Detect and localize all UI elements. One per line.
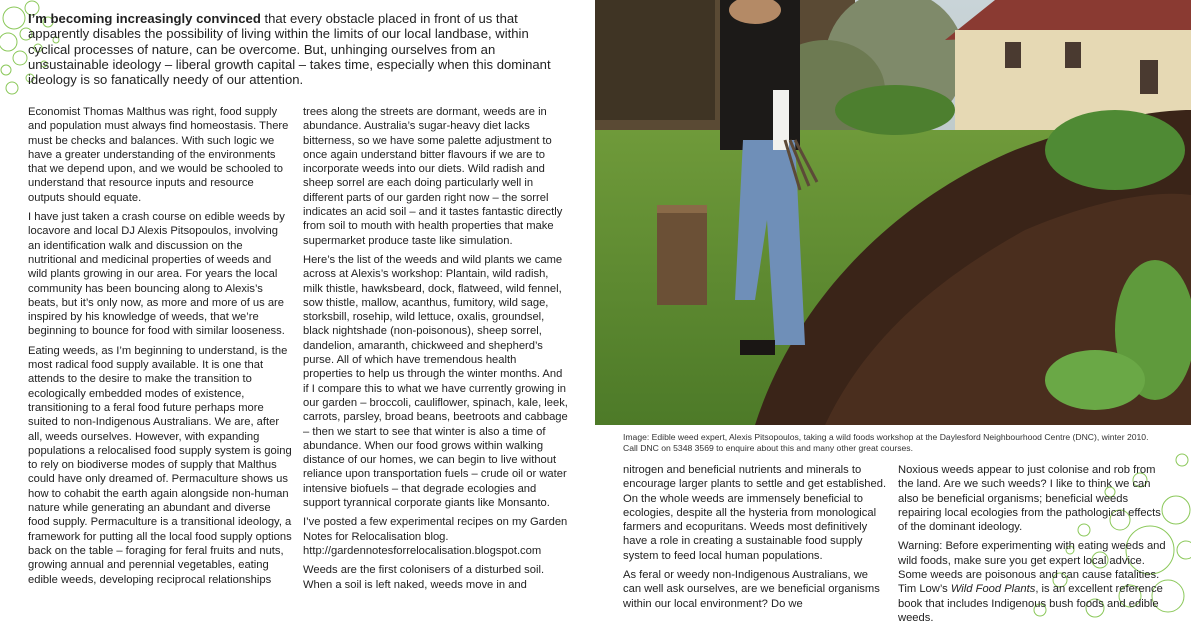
weeds-workshop-photo <box>595 0 1191 425</box>
article-column-3 <box>623 463 887 616</box>
col1-paragraph: Economist Thomas Malthus was right, food supply and population must always find homeostasis. There must be checks and balances. With such logic we have a greater understanding of the environments that we depend upon, and we would be schooled to understand that resource inputs and resource outputs should equate. <box>28 106 289 204</box>
article-column-1 <box>28 105 293 592</box>
warning-text-start: Warning: Before experimenting with eating weeds and wild foods, make sure you get expert local advice. Some weeds are poisonous and can cause fatalities. Tim Low’s <box>898 540 1166 596</box>
col2-paragraph: Weeds are the first colonisers of a disturbed soil. When a soil is left naked, weeds move in and <box>303 564 545 591</box>
col2-paragraph: I’ve posted a few experimental recipes on my Garden Notes for Relocalisation blog. http://gardennotesforrelocalisation.blogspot.com <box>303 516 568 557</box>
col2-paragraph: Here’s the list of the weeds and wild plants we came across at Alexis’s workshop: Plantain, wild radish, milk thistle, hawksbeard, dock, flatweed, wild fennel, sow thistle, mallow, acanthus, fumitory, wild sage, storksbill, rosehip, wild lettuce, oxalis, groundsel, black nightshade (non-poisonous), sheep sorrel, dandelion, amaranth, chickweed and shepherd’s purse. All of which have tremendous health properties to help us through the winter months. And if I compare this to what we have currently growing in our garden – broccoli, cauliflower, spinach, kale, leek, carrots, parsley, broad beans, beetroots and cabbage – then we start to see that winter is also a time of abundance. When our food grows within walking distance of our homes, we can begin to live without reliance upon transportation fuels – crude oil or water intensive biofuels – that degrade ecologies and support tyrannical corporate giants like Monsanto. <box>303 253 568 510</box>
photo-illustration <box>595 0 1191 425</box>
col1-paragraph: I have just taken a crash course on edible weeds by locavore and local DJ Alexis Pitsopoulos, involving an identification walk and discussion on the nutritional and medicinal properties of weeds and wild plants growing in our area. For years the local community has been bouncing along to Alexis’s beats, but it’s only now, as more and more of us are inspired by his knowledge of weeds, that we’re beginning to bounce for food with similar looseness. <box>28 211 285 338</box>
warning-text-end: , is an excellent reference book that includes Indigenous bush foods and edible weeds. <box>898 583 1163 624</box>
col1-paragraph: Eating weeds, as I’m beginning to understand, is the most radical food supply available. It is one that attends to the desire to make the transition to ecologically embedded modes of existence, transitioning to a feral food future perhaps more suited to non-Indigenous Australians. We are, after all, weeds ourselves. However, with expanding populations a relocalised food supply system is going to rely on biodiverse modes of supply that Malthus could have only dreamed of. Permaculture shows us how to cohabit the earth again alongside non-human nature while generating an abundant and diverse food supply. Permaculture is a transitional ideology, a framework for putting all the local food supply options back on the table – foraging for feral fruits and nuts, growing annual and perennial vegetables, eating edible weeds, developing reciprocal relationships <box>28 344 292 586</box>
intro-lead-rest: that every obstacle placed in front of us that apparently disables the possibility of living within the limits of our local landbase, within cyclical processes of nature, can be overcome. But, unhinging ourselves from an unsustainable ideology – liberal growth capital – takes time, especially when this dominant ideology is so fanatically needy of our attention. <box>28 11 551 88</box>
photo-caption: Image: Edible weed expert, Alexis Pitsopoulos, taking a wild foods workshop at the Daylesford Neighbourhood Centre (DNC), winter 2010. Call DNC on 5348 3569 to enquire about this and many other great courses. <box>623 432 1149 454</box>
intro-lead-bold: I’m becoming increasingly convinced <box>28 11 261 26</box>
col2-paragraph: trees along the streets are dormant, weeds are in abundance. Australia’s sugar-heavy diet lacks bitterness, so we have some palette adjustment to once again understand bitter flavours if we are to incorporate weeds into our diets. Wild radish and sheep sorrel are each doing particularly well in different parts of our garden right now – the sorrel indicates an acid soil – and it tastes fantastic directly from soil to mouth with health properties that make supermarket produce taste like simulation. <box>303 106 563 247</box>
intro-paragraph <box>28 11 568 87</box>
col3-paragraph: As feral or weedy non-Indigenous Australians, we can well ask ourselves, are we beneficial organisms within our local environment? Do we <box>623 569 880 610</box>
book-title: Wild Food Plants <box>950 583 1036 596</box>
col4-warning-paragraph <box>898 539 1168 625</box>
col3-paragraph: nitrogen and beneficial nutrients and minerals to encourage larger plants to settle and get established. On the whole weeds are immensely beneficial to ecologies, despite all the hysteria from monological farmers and ecopuritans. Weeds most definitively have a role in creating a sustainable food supply system to feed local human populations. <box>623 464 887 562</box>
article-column-4 <box>898 463 1168 630</box>
article-column-2 <box>303 105 568 597</box>
col4-paragraph: Noxious weeds appear to just colonise and rob from the land. Are we such weeds? I like to think we can also be beneficial organisms; beneficial weeds repairing local ecologies from the pathological effects of the dominant ideology. <box>898 464 1161 534</box>
